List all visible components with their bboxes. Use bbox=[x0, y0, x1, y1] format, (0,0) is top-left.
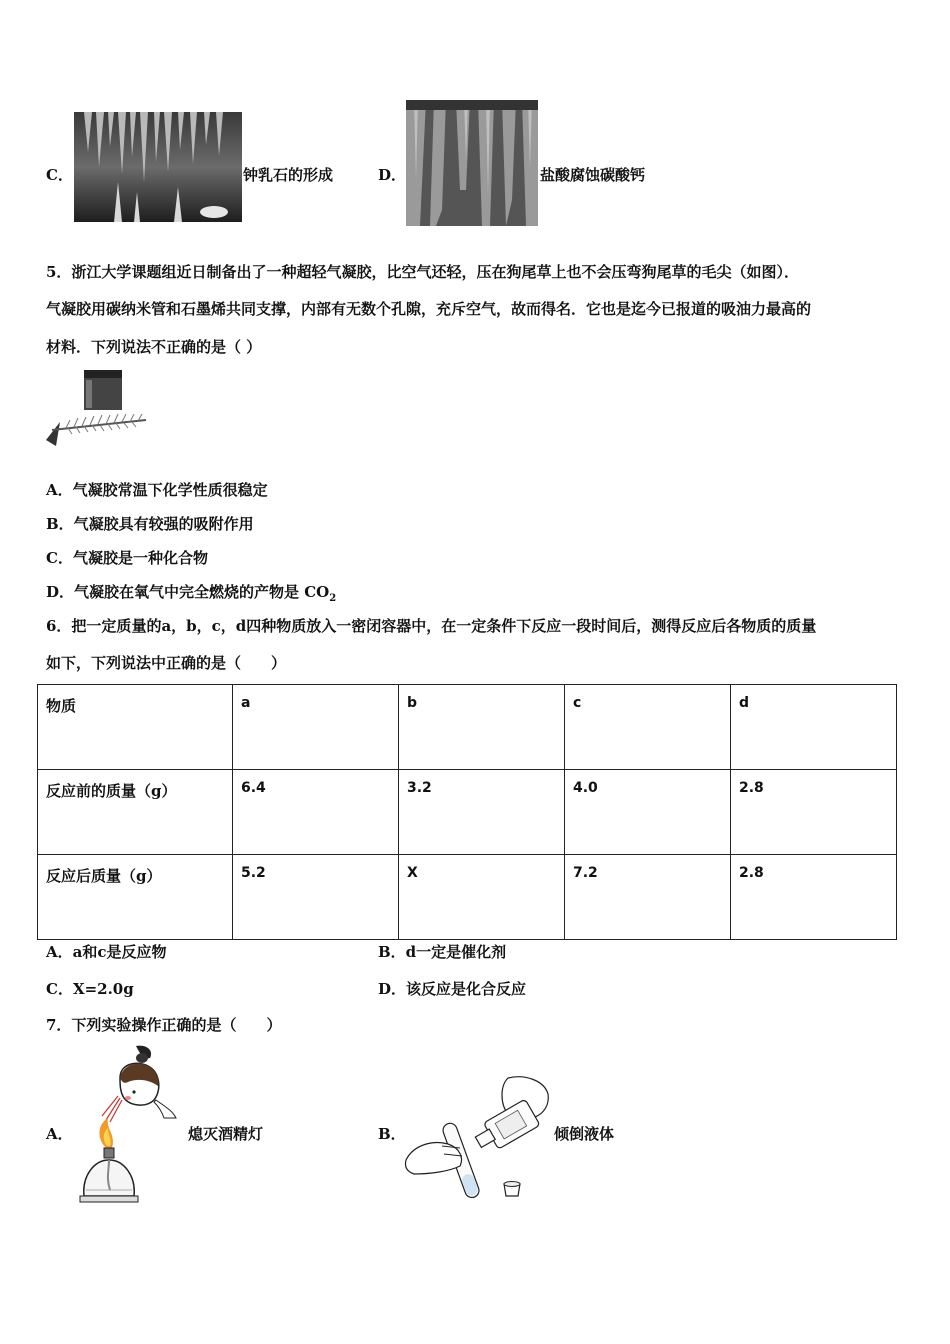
q7-option-b-label: B． bbox=[378, 1125, 406, 1143]
q4-option-d-caption: 盐酸腐蚀碳酸钙 bbox=[540, 166, 646, 184]
table-cell: 反应前的质量（g） bbox=[38, 770, 233, 855]
q7-option-b-caption: 倾倒液体 bbox=[554, 1125, 615, 1143]
q7-option-a-caption: 熄灭酒精灯 bbox=[188, 1125, 264, 1143]
q5-option-c: C．气凝胶是一种化合物 bbox=[46, 549, 208, 567]
co2-subscript: 2 bbox=[329, 593, 337, 604]
table-cell: 2.8 bbox=[731, 770, 897, 855]
q5-option-b: B．气凝胶具有较强的吸附作用 bbox=[46, 515, 254, 533]
table-header-row bbox=[38, 685, 897, 770]
q6-option-c: C．X=2.0g bbox=[46, 980, 134, 998]
table-cell: 7.2 bbox=[565, 855, 731, 940]
table-cell: 6.4 bbox=[233, 770, 399, 855]
pour-liquid-illustration bbox=[404, 1074, 554, 1208]
q6-stem-line-1: 6．把一定质量的a，b，c，d四种物质放入一密闭容器中，在一定条件下反应一段时间后，测得反应后各物质的质量 bbox=[46, 617, 817, 635]
table-cell: d bbox=[731, 685, 897, 770]
table-cell: 2.8 bbox=[731, 855, 897, 940]
q4-option-c-caption: 钟乳石的形成 bbox=[243, 166, 334, 184]
q4-option-c-label: C． bbox=[46, 166, 73, 184]
table-cell: X bbox=[399, 855, 565, 940]
q5-stem-line-3: 材料．下列说法不正确的是（ ） bbox=[46, 338, 262, 356]
table-cell: 5.2 bbox=[233, 855, 399, 940]
q4-option-d-label: D． bbox=[378, 166, 407, 184]
q6-option-a: A．a和c是反应物 bbox=[46, 943, 167, 961]
table-row bbox=[38, 770, 897, 855]
q5-option-d-text: D．气凝胶在氧气中完全燃烧的产物是 CO bbox=[46, 583, 330, 601]
table-cell: 3.2 bbox=[399, 770, 565, 855]
q7-option-a-label: A． bbox=[46, 1125, 73, 1143]
q5-option-a: A．气凝胶常温下化学性质很稳定 bbox=[46, 481, 268, 499]
table-cell: a bbox=[233, 685, 399, 770]
q7-stem: 7．下列实验操作正确的是（ ） bbox=[46, 1016, 282, 1034]
table-cell: b bbox=[399, 685, 565, 770]
q6-stem-line-2: 如下，下列说法中正确的是（ ） bbox=[46, 654, 287, 672]
table-cell: 物质 bbox=[38, 685, 233, 770]
blow-out-alcohol-lamp-illustration bbox=[76, 1044, 180, 1208]
aerogel-on-grass-image bbox=[46, 370, 148, 446]
table-cell: c bbox=[565, 685, 731, 770]
mass-table bbox=[37, 684, 897, 940]
q5-stem-line-2: 气凝胶用碳纳米管和石墨烯共同支撑，内部有无数个孔隙，充斥空气，故而得名．它也是迄今已报道的吸油力最高的 bbox=[46, 300, 812, 318]
q6-option-d: D．该反应是化合反应 bbox=[378, 980, 527, 998]
stalactite-photo bbox=[74, 112, 242, 222]
table-row bbox=[38, 855, 897, 940]
q6-option-b: B．d一定是催化剂 bbox=[378, 943, 507, 961]
table-cell: 4.0 bbox=[565, 770, 731, 855]
limestone-cave-photo bbox=[406, 100, 538, 226]
q5-option-d bbox=[46, 582, 336, 609]
q5-stem-line-1: 5．浙江大学课题组近日制备出了一种超轻气凝胶，比空气还轻，压在狗尾草上也不会压弯狗尾草的毛尖（如图）． bbox=[46, 263, 799, 281]
table-cell: 反应后质量（g） bbox=[38, 855, 233, 940]
